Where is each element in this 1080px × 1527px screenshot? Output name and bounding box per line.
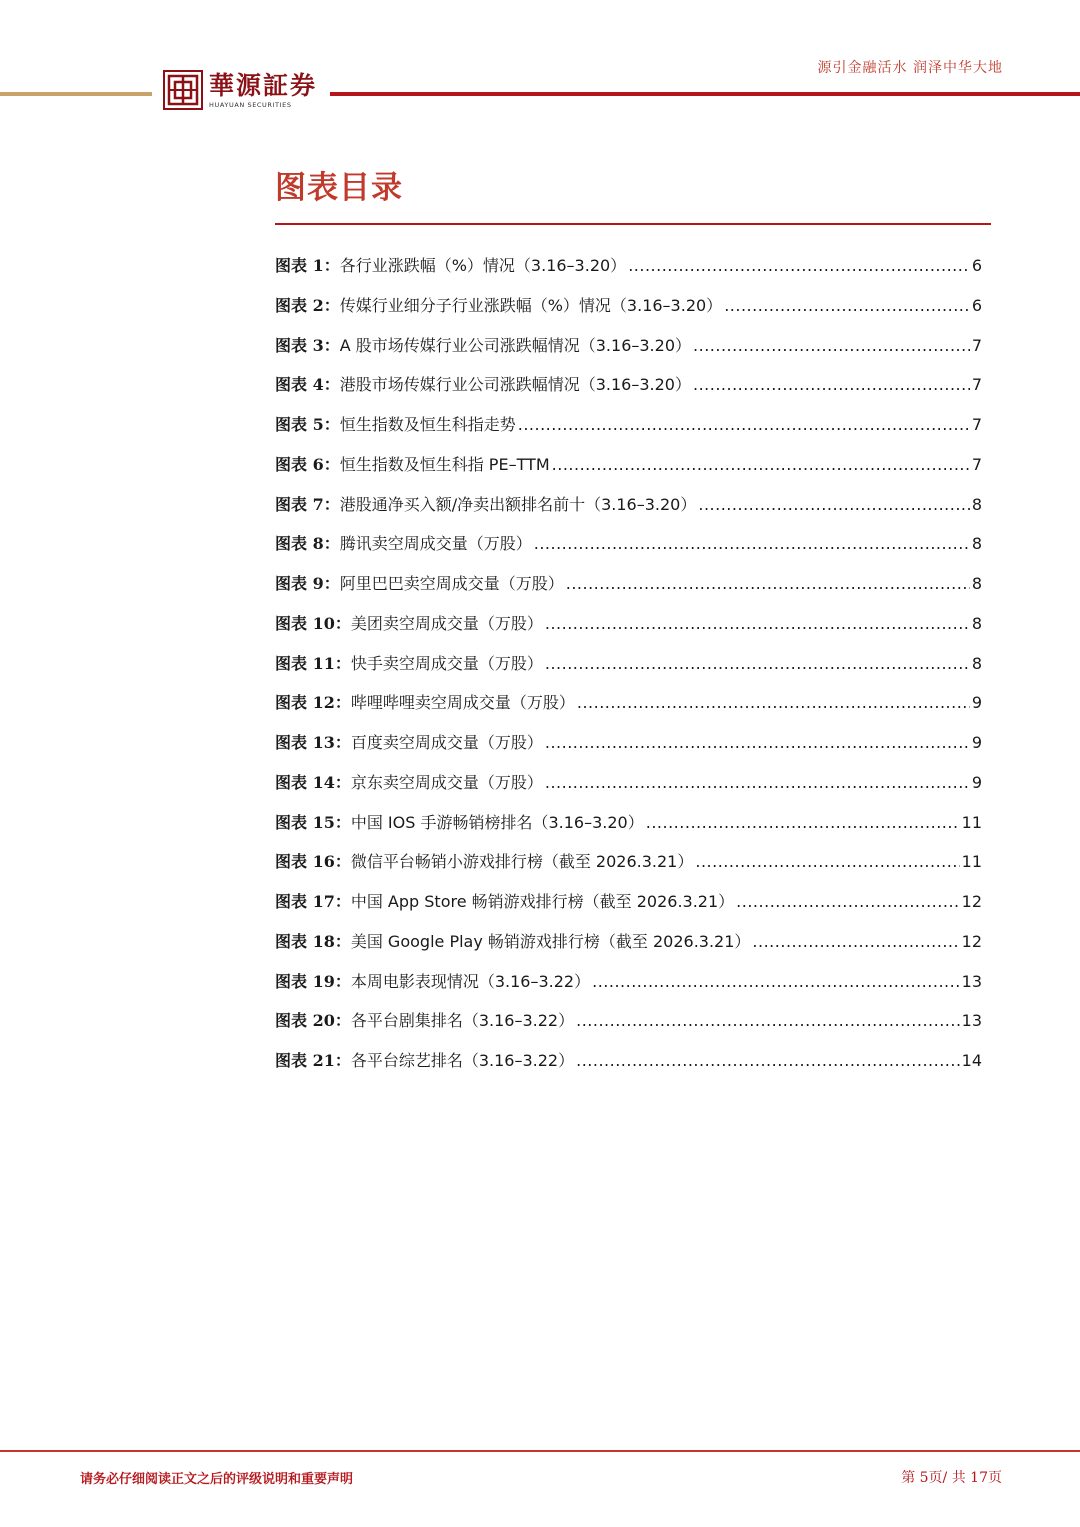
toc-entry[interactable] [275, 365, 982, 405]
toc-entry[interactable] [275, 803, 982, 843]
toc-entry-page: 14 [961, 1051, 982, 1070]
toc-entry-page: 9 [971, 693, 982, 713]
toc-entry-label: 图表 19： [275, 971, 351, 991]
toc-entry-title: A 股市场传媒行业公司涨跌幅情况（3.16–3.20） [339, 335, 692, 355]
toc-entry-label: 图表 20： [275, 1011, 351, 1031]
toc-entry-title: 哔哩哔哩卖空周成交量（万股） [350, 693, 575, 713]
toc-dot-leader [736, 882, 959, 922]
toc-entry-title: 美团卖空周成交量（万股） [350, 613, 543, 633]
toc-entry-title: 中国 IOS 手游畅销榜排名（3.16–3.20） [350, 812, 644, 832]
toc-entry[interactable] [275, 564, 982, 604]
toc-entry-page: 7 [971, 415, 982, 434]
toc-entry[interactable] [275, 922, 982, 962]
header-slogan: 源引金融活水 润泽中华大地 [817, 60, 1003, 76]
toc-entry[interactable] [275, 763, 982, 803]
logo-chinese-name: 華源証券 [209, 70, 318, 100]
toc-entry-page: 6 [971, 256, 982, 275]
toc-dot-leader [752, 922, 959, 962]
toc-dot-leader [545, 723, 970, 763]
toc-entry-page: 11 [961, 852, 982, 872]
toc-entry-label: 图表 7： [275, 494, 340, 514]
toc-dot-leader [698, 485, 969, 525]
toc-entry-label: 图表 9： [275, 574, 340, 593]
toc-entry[interactable] [275, 1041, 982, 1081]
toc-dot-leader [724, 286, 970, 326]
toc-entry[interactable] [275, 962, 982, 1002]
toc-entry-page: 8 [971, 613, 982, 633]
toc-entry[interactable] [275, 604, 982, 644]
toc-entry-page: 8 [971, 574, 982, 593]
toc-entry-title: 港股市场传媒行业公司涨跌幅情况（3.16–3.20） [339, 375, 691, 395]
toc-entry-label: 图表 3： [275, 335, 340, 355]
toc-entry[interactable] [275, 405, 982, 445]
toc-entry-label: 图表 12： [275, 693, 351, 713]
toc-entry[interactable] [275, 524, 982, 564]
toc-entry[interactable] [275, 286, 982, 326]
toc-entry-title: 本周电影表现情况（3.16–3.22） [350, 971, 591, 991]
toc-entry-title: 阿里巴巴卖空周成交量（万股） [339, 574, 564, 593]
toc-entry-page: 12 [961, 931, 982, 951]
page-title: 图表目录 [275, 170, 403, 206]
toc-entry-label: 图表 1： [275, 256, 340, 275]
toc-entry-label: 图表 18： [275, 931, 351, 951]
toc-entry-page: 11 [961, 812, 982, 832]
footer-divider [0, 1450, 1080, 1452]
toc-dot-leader [646, 803, 960, 843]
logo-english-name: HUAYUAN SECURITIES [209, 100, 292, 109]
toc-dot-leader [592, 962, 960, 1002]
toc-entry-title: 恒生指数及恒生科指 PE–TTM [339, 454, 550, 474]
toc-dot-leader [518, 405, 970, 445]
toc-entry-page: 7 [971, 454, 982, 474]
toc-entry-title: 传媒行业细分子行业涨跌幅（%）情况（3.16–3.20） [339, 295, 723, 315]
toc-dot-leader [577, 683, 970, 723]
toc-entry-page: 8 [971, 653, 982, 673]
toc-entry-page: 8 [971, 494, 982, 514]
toc-entry-page: 7 [971, 375, 982, 395]
toc-entry-label: 图表 4： [275, 375, 340, 395]
toc-entry-title: 中国 App Store 畅销游戏排行榜（截至 2026.3.21） [350, 892, 735, 911]
toc-entry-label: 图表 14： [275, 772, 351, 792]
toc-entry[interactable] [275, 326, 982, 366]
toc-entry-label: 图表 17： [275, 892, 351, 911]
toc-entry-title: 各平台综艺排名（3.16–3.22） [350, 1051, 575, 1070]
toc-entry-label: 图表 5： [275, 415, 340, 434]
toc-entry-title: 京东卖空周成交量（万股） [350, 772, 543, 792]
toc-entry-title: 恒生指数及恒生科指走势 [339, 415, 516, 434]
toc-entry-page: 13 [961, 971, 982, 991]
toc-entry-title: 美国 Google Play 畅销游戏排行榜（截至 2026.3.21） [350, 931, 751, 951]
toc-entry[interactable] [275, 683, 982, 723]
toc-entry[interactable] [275, 246, 982, 286]
company-logo [163, 70, 317, 110]
toc-dot-leader [552, 445, 970, 485]
footer-disclaimer: 请务必仔细阅读正文之后的评级说明和重要声明 [80, 1472, 354, 1487]
footer-page-info: 第 5页/ 共 17页 [901, 1470, 1002, 1486]
header-rule-red [330, 92, 1080, 96]
toc-entry[interactable] [275, 723, 982, 763]
toc-dot-leader [693, 365, 970, 405]
toc-entry[interactable] [275, 644, 982, 684]
toc-entry-label: 图表 2： [275, 295, 340, 315]
seal-icon [163, 70, 203, 110]
toc-entry-title: 港股通净买入额/净卖出额排名前十（3.16–3.20） [339, 494, 697, 514]
toc-dot-leader [534, 524, 970, 564]
toc-dot-leader [576, 1041, 960, 1081]
header-rule-gold [0, 92, 152, 96]
toc-entry-label: 图表 11： [275, 653, 351, 673]
toc-entry-page: 7 [971, 335, 982, 355]
toc-dot-leader [545, 763, 970, 803]
toc-entry-label: 图表 21： [275, 1051, 351, 1070]
toc-entry[interactable] [275, 882, 982, 922]
toc-entry-page: 8 [971, 534, 982, 554]
toc-dot-leader [566, 564, 970, 604]
toc-entry-label: 图表 15： [275, 812, 351, 832]
toc-entry-title: 各平台剧集排名（3.16–3.22） [350, 1011, 575, 1031]
toc-entry-title: 各行业涨跌幅（%）情况（3.16–3.20） [339, 256, 627, 275]
toc-entry-label: 图表 10： [275, 613, 351, 633]
toc-entry-label: 图表 8： [275, 534, 340, 554]
toc-dot-leader [628, 246, 970, 286]
toc-dot-leader [576, 1001, 960, 1041]
toc-entry-page: 6 [971, 295, 982, 315]
title-divider [275, 223, 991, 225]
toc-entry[interactable] [275, 1001, 982, 1041]
toc-entry-page: 13 [961, 1011, 982, 1031]
toc-entry-title: 百度卖空周成交量（万股） [350, 733, 543, 752]
toc-entry-page: 9 [971, 733, 982, 752]
toc-entry-label: 图表 6： [275, 454, 340, 474]
toc-dot-leader [693, 326, 970, 366]
toc-entry-label: 图表 16： [275, 852, 351, 872]
toc-entry-title: 快手卖空周成交量（万股） [350, 653, 543, 673]
table-of-figures [275, 246, 982, 1081]
toc-entry[interactable] [275, 842, 982, 882]
toc-entry-page: 12 [961, 892, 982, 911]
toc-dot-leader [545, 604, 970, 644]
toc-entry-title: 微信平台畅销小游戏排行榜（截至 2026.3.21） [350, 852, 694, 872]
toc-entry[interactable] [275, 445, 982, 485]
toc-entry-page: 9 [971, 772, 982, 792]
toc-entry-label: 图表 13： [275, 733, 351, 752]
toc-entry-title: 腾讯卖空周成交量（万股） [339, 534, 532, 554]
toc-entry[interactable] [275, 485, 982, 525]
toc-dot-leader [695, 842, 959, 882]
toc-dot-leader [545, 644, 970, 684]
